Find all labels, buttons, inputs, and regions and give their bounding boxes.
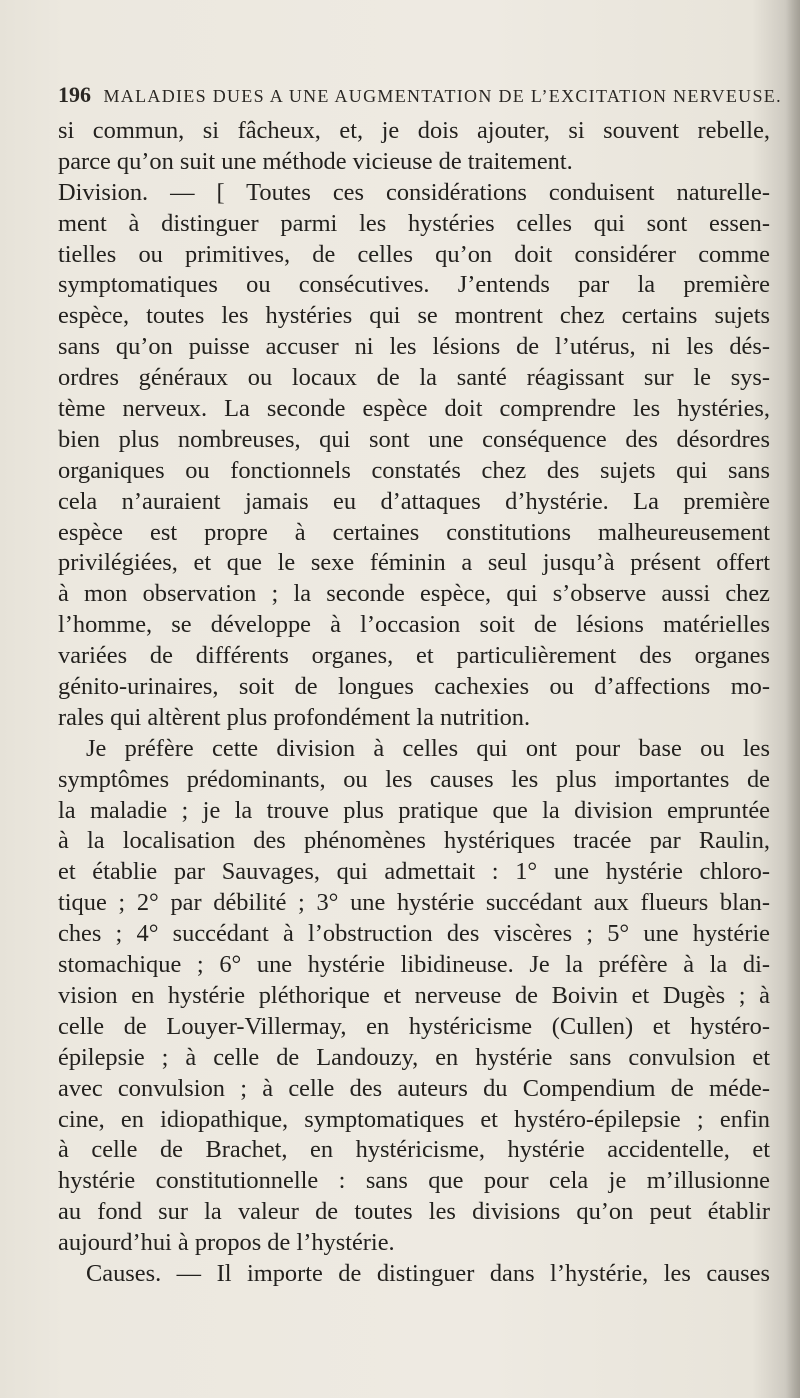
- text-line: espèce est propre à certaines constitutions malheureusement: [58, 518, 770, 546]
- text-line: au fond sur la valeur de toutes les divisions qu’on peut établir: [58, 1198, 770, 1226]
- text-line: ches ; 4° succédant à l’obstruction des viscères ; 5° une hystérie: [58, 920, 770, 948]
- text-line: la maladie ; je la trouve plus pratique que la division empruntée: [58, 796, 770, 824]
- page-edge-shadow: [786, 0, 800, 1398]
- text-line: aujourd’hui à propos de l’hystérie.: [58, 1229, 395, 1257]
- text-line: bien plus nombreuses, qui sont une conséquence des désordres: [58, 425, 770, 453]
- text-line: avec convulsion ; à celle des auteurs du Compendium de méde-: [58, 1074, 770, 1102]
- text-line: l’homme, se développe à l’occasion soit de lésions matérielles: [58, 611, 770, 639]
- text-line: tique ; 2° par débilité ; 3° une hystérie succédant aux flueurs blan-: [58, 889, 770, 917]
- text-line: à mon observation ; la seconde espèce, qui s’observe aussi chez: [58, 580, 770, 608]
- text-line: cine, en idiopathique, symptomatiques et hystéro-épilepsie ; enfin: [58, 1105, 770, 1133]
- text-line: ordres généraux ou locaux de la santé réagissant sur le sys-: [58, 364, 770, 392]
- text-line: Division. — [ Toutes ces considérations conduisent naturelle-: [58, 178, 770, 206]
- text-line: symptômes prédominants, ou les causes les plus importantes de: [58, 765, 770, 793]
- text-line: privilégiées, et que le sexe féminin a seul jusqu’à présent offert: [58, 549, 770, 577]
- page-body: [58, 116, 770, 1290]
- text-line: sans qu’on puisse accuser ni les lésions de l’utérus, ni les dés-: [58, 333, 770, 361]
- text-line: tème nerveux. La seconde espèce doit comprendre les hystéries,: [58, 395, 770, 423]
- text-line: épilepsie ; à celle de Landouzy, en hystérie sans convulsion et: [58, 1043, 770, 1071]
- text-line: et établie par Sauvages, qui admettait : 1° une hystérie chloro-: [58, 858, 770, 886]
- text-line: génito-urinaires, soit de longues cachexies ou d’affections mo-: [58, 673, 770, 701]
- text-line: à celle de Brachet, en hystéricisme, hystérie accidentelle, et: [58, 1136, 770, 1164]
- text-line: cela n’auraient jamais eu d’attaques d’hystérie. La première: [58, 487, 770, 515]
- text-line: vision en hystérie pléthorique et nerveuse de Boivin et Dugès ; à: [58, 981, 770, 1009]
- text-line: à la localisation des phénomènes hystériques tracée par Raulin,: [58, 827, 770, 855]
- text-line: celle de Louyer-Villermay, en hystéricisme (Cullen) et hystéro-: [58, 1012, 770, 1040]
- page-number: 196: [58, 82, 91, 107]
- text-line: Causes. — Il importe de distinguer dans l’hystérie, les causes: [86, 1259, 770, 1287]
- text-line: stomachique ; 6° une hystérie libidineuse. Je la préfère à la di-: [58, 951, 770, 979]
- running-header: [58, 82, 782, 108]
- text-line: parce qu’on suit une méthode vicieuse de traitement.: [58, 147, 573, 175]
- text-line: organiques ou fonctionnels constatés chez des sujets qui sans: [58, 456, 770, 484]
- running-title: MALADIES DUES A UNE AUGMENTATION DE L’EXCITATION NERVEUSE.: [103, 86, 782, 106]
- text-line: ment à distinguer parmi les hystéries celles qui sont essen-: [58, 209, 770, 237]
- text-line: tielles ou primitives, de celles qu’on doit considérer comme: [58, 240, 770, 268]
- text-line: hystérie constitutionnelle : sans que pour cela je m’illusionne: [58, 1167, 770, 1195]
- text-line: symptomatiques ou consécutives. J’entends par la première: [58, 271, 770, 299]
- text-line: rales qui altèrent plus profondément la nutrition.: [58, 703, 531, 731]
- text-line: si commun, si fâcheux, et, je dois ajouter, si souvent rebelle,: [58, 117, 770, 144]
- text-line: espèce, toutes les hystéries qui se montrent chez certains sujets: [58, 302, 770, 330]
- text-line: variées de différents organes, et particulièrement des organes: [58, 642, 770, 670]
- text-line: Je préfère cette division à celles qui ont pour base ou les: [86, 734, 770, 762]
